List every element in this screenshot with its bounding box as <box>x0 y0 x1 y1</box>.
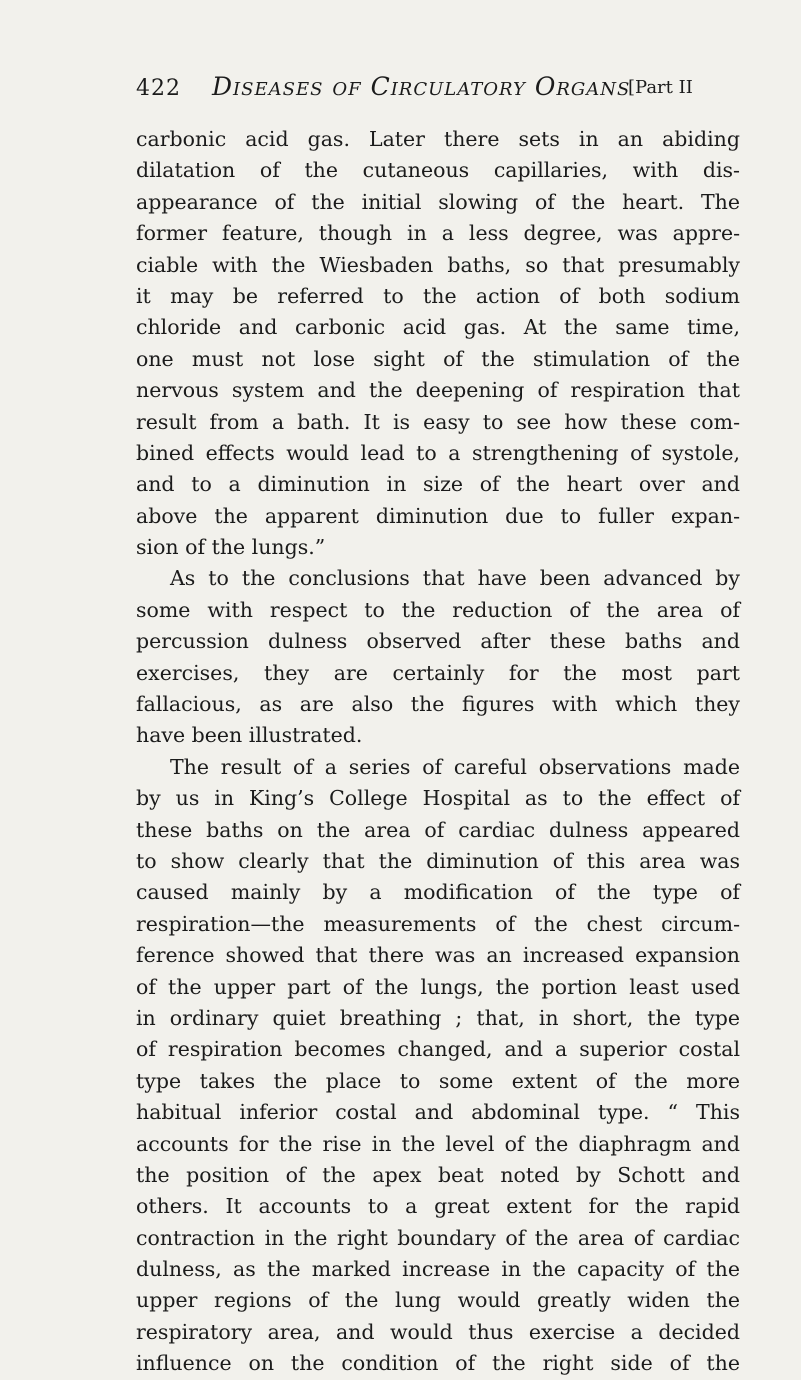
text-line: The result of a series of careful observations made <box>170 754 740 779</box>
text-line: percussion dulness observed after these baths and <box>136 629 740 654</box>
text-line: carbonic acid gas. Later there sets in an abiding <box>136 127 740 151</box>
text-line: As to the conclusions that have been advanced by <box>170 566 740 591</box>
text-line: bined effects would lead to a strengthening of systole, <box>136 440 740 465</box>
text-line: respiration—the measurements of the chest circum- <box>136 911 740 936</box>
text-line: these baths on the area of cardiac dulness appeared <box>136 817 740 842</box>
text-line: the position of the apex beat noted by Schott and <box>136 1162 740 1187</box>
text-line: upper regions of the lung would greatly widen the <box>136 1288 740 1313</box>
body-text <box>136 124 740 1380</box>
text-line: have been illustrated. <box>136 723 363 748</box>
text-line: dilatation of the cutaneous capillaries, with dis- <box>136 158 740 183</box>
text-line: influence on the condition of the right side of the <box>136 1351 740 1376</box>
text-line: fallacious, as are also the figures with which they <box>136 692 740 717</box>
text-line: caused mainly by a modification of the type of <box>136 880 740 905</box>
text-line: type takes the place to some extent of the more <box>136 1068 740 1093</box>
text-line: ciable with the Wiesbaden baths, so that presumably <box>136 252 740 277</box>
text-line: others. It accounts to a great extent for the rapid <box>136 1194 740 1219</box>
text-line: above the apparent diminution due to fuller expan- <box>136 503 740 528</box>
text-line: habitual inferior costal and abdominal type. “ This <box>136 1100 740 1125</box>
text-line: accounts for the rise in the level of the diaphragm and <box>136 1131 740 1156</box>
text-line: sion of the lungs.” <box>136 535 326 560</box>
text-line: contraction in the right boundary of the area of cardiac <box>136 1225 740 1250</box>
text-line: to show clearly that the diminution of this area was <box>136 848 740 873</box>
text-line: some with respect to the reduction of the area of <box>136 597 740 622</box>
text-line: former feature, though in a less degree, was appre- <box>136 221 740 246</box>
text-line: appearance of the initial slowing of the heart. The <box>136 189 740 214</box>
text-line: nervous system and the deepening of respiration that <box>136 378 740 403</box>
text-line: it may be referred to the action of both sodium <box>136 283 740 308</box>
text-line: one must not lose sight of the stimulation of the <box>136 346 740 371</box>
text-line: in ordinary quiet breathing ; that, in short, the type <box>136 1005 740 1030</box>
text-line: result from a bath. It is easy to see how these com- <box>136 409 740 434</box>
text-line: and to a diminution in size of the heart over and <box>136 472 740 497</box>
text-line: dulness, as the marked increase in the capacity of the <box>136 1257 740 1282</box>
text-line: of respiration becomes changed, and a superior costal <box>136 1037 740 1062</box>
running-title: Diseases of Circulatory Organs <box>212 72 631 101</box>
page-number: 422 <box>136 76 181 101</box>
text-line: respiratory area, and would thus exercise a decided <box>136 1319 740 1344</box>
text-line: exercises, they are certainly for the most part <box>136 660 740 685</box>
text-line: by us in King’s College Hospital as to the effect of <box>136 786 740 811</box>
text-line: ference showed that there was an increased expansion <box>136 943 740 968</box>
page-header <box>136 72 736 108</box>
part-label: [Part II <box>628 77 693 98</box>
text-line: of the upper part of the lungs, the portion least used <box>136 974 740 999</box>
text-line: chloride and carbonic acid gas. At the same time, <box>136 315 740 340</box>
